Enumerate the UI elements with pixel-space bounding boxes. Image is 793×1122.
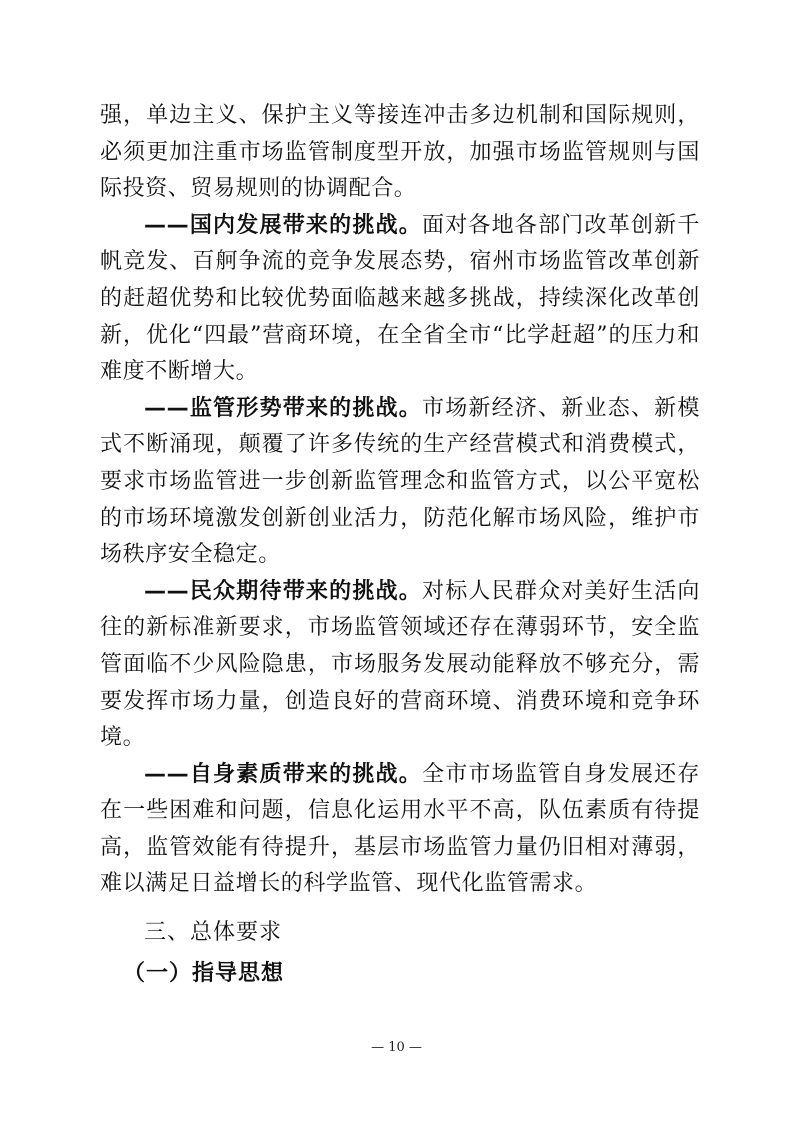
paragraph-lead: ——国内发展带来的挑战。 (144, 212, 422, 238)
paragraph-regulatory-challenge (100, 391, 700, 574)
paragraph-text: 对标人民群众对美好生活向往的新标准新要求，市场监管领域还存在薄弱环节，安全监管面临不少风险隐患，市场服务发展动能释放不够充分，需要发挥市场力量，创造良好的营商环境、消费环境和竞争环境。 (100, 578, 700, 751)
paragraph-lead: ——自身素质带来的挑战。 (144, 761, 422, 787)
paragraph-lead: ——监管形势带来的挑战。 (144, 395, 422, 421)
paragraph-text: 面对各地各部门改革创新千帆竞发、百舸争流的竞争发展态势，宿州市场监管改革创新的赶超优势和比较优势面临越来越多挑战，持续深化改革创新，优化“四最”营商环境，在全省全市“比学赶超”的压力和难度不断增大。 (100, 212, 700, 385)
paragraph-text: 全市市场监管自身发展还存在一些困难和问题，信息化运用水平不高，队伍素质有待提高，监管效能有待提升，基层市场监管力量仍旧相对薄弱，难以满足日益增长的科学监管、现代化监管需求。 (100, 761, 700, 897)
paragraph-public-expectation-challenge (100, 574, 700, 757)
paragraph-continuation (100, 98, 700, 208)
paragraph-capacity-challenge (100, 757, 700, 903)
paragraph-text: 强，单边主义、保护主义等接连冲击多边机制和国际规则，必须更加注重市场监管制度型开放，加强市场监管规则与国际投资、贸易规则的协调配合。 (100, 103, 700, 202)
paragraph-domestic-challenge (100, 208, 700, 391)
sub-heading: （一）指导思想 (123, 961, 285, 986)
body-text (100, 98, 700, 903)
page-number: — 10 — (371, 1040, 422, 1055)
section-heading: 三、总体要求 (144, 920, 283, 945)
paragraph-text: 市场新经济、新业态、新模式不断涌现，颠覆了许多传统的生产经营模式和消费模式，要求市场监管进一步创新监管理念和监管方式，以公平宽松的市场环境激发创新创业活力，防范化解市场风险，维护市场秩序安全稳定。 (100, 395, 700, 568)
paragraph-lead: ——民众期待带来的挑战。 (144, 578, 422, 604)
